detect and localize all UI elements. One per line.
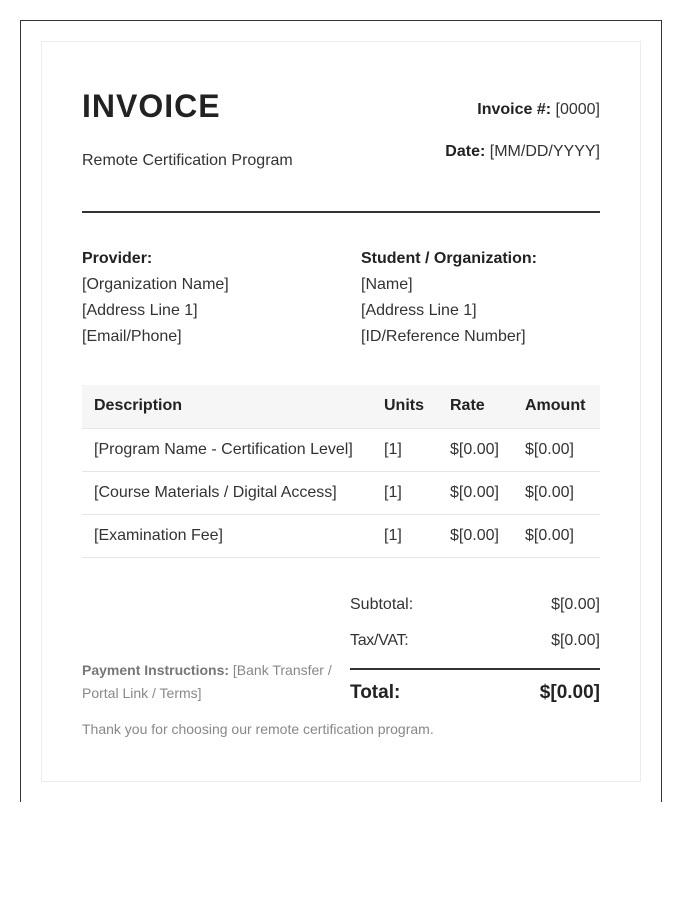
invoice-subtitle: Remote Certification Program (82, 152, 293, 169)
cell-rate: $[0.00] (438, 428, 513, 471)
provider-line: [Organization Name] (82, 276, 229, 293)
total-label: Total: (350, 682, 401, 703)
cell-rate: $[0.00] (438, 471, 513, 514)
thank-you-note: Thank you for choosing our remote certification program. (82, 721, 434, 737)
column-header-units: Units (372, 385, 438, 428)
cell-rate: $[0.00] (438, 514, 513, 557)
cell-amount: $[0.00] (513, 514, 600, 557)
invoice-date-value: [MM/DD/YYYY] (489, 143, 600, 160)
table-row (82, 428, 600, 471)
table-row (82, 471, 600, 514)
student-line: [Address Line 1] (361, 302, 477, 319)
totals-block (350, 588, 600, 706)
line-items-table (82, 385, 600, 558)
student-line: [Name] (361, 276, 413, 293)
tax-value: $[0.00] (551, 632, 600, 649)
column-header-rate: Rate (438, 385, 513, 428)
cell-units: [1] (372, 514, 438, 557)
provider-heading: Provider: (82, 250, 153, 267)
subtotal-row (350, 588, 600, 624)
payment-instructions (82, 659, 344, 705)
tax-label: Tax/VAT: (350, 632, 409, 649)
subtotal-label: Subtotal: (350, 596, 414, 613)
student-heading: Student / Organization: (361, 250, 537, 267)
cell-amount: $[0.00] (513, 428, 600, 471)
payment-instructions-value: [Bank Transfer / Portal Link / Terms] (82, 662, 332, 701)
invoice-date (445, 143, 600, 161)
invoice-date-label: Date: (445, 143, 486, 160)
student-block (361, 246, 537, 350)
invoice-title: INVOICE (82, 88, 221, 124)
subtotal-value: $[0.00] (551, 596, 600, 613)
tax-row (350, 624, 600, 660)
cell-units: [1] (372, 428, 438, 471)
cell-description: [Program Name - Certification Level] (82, 428, 372, 471)
header-divider (82, 211, 600, 213)
provider-line: [Email/Phone] (82, 328, 182, 345)
column-header-description: Description (82, 385, 372, 428)
cell-units: [1] (372, 471, 438, 514)
cell-description: [Examination Fee] (82, 514, 372, 557)
cell-description: [Course Materials / Digital Access] (82, 471, 372, 514)
column-header-amount: Amount (513, 385, 600, 428)
invoice-number-value: [0000] (555, 101, 600, 118)
student-line: [ID/Reference Number] (361, 328, 526, 345)
provider-line: [Address Line 1] (82, 302, 198, 319)
invoice-number-label: Invoice #: (477, 101, 552, 118)
table-header-row (82, 385, 600, 428)
table-row (82, 514, 600, 557)
total-value: $[0.00] (539, 682, 600, 703)
provider-block (82, 246, 229, 350)
invoice-number (477, 101, 600, 119)
cell-amount: $[0.00] (513, 471, 600, 514)
total-row (350, 670, 600, 706)
payment-instructions-label: Payment Instructions: (82, 662, 230, 678)
